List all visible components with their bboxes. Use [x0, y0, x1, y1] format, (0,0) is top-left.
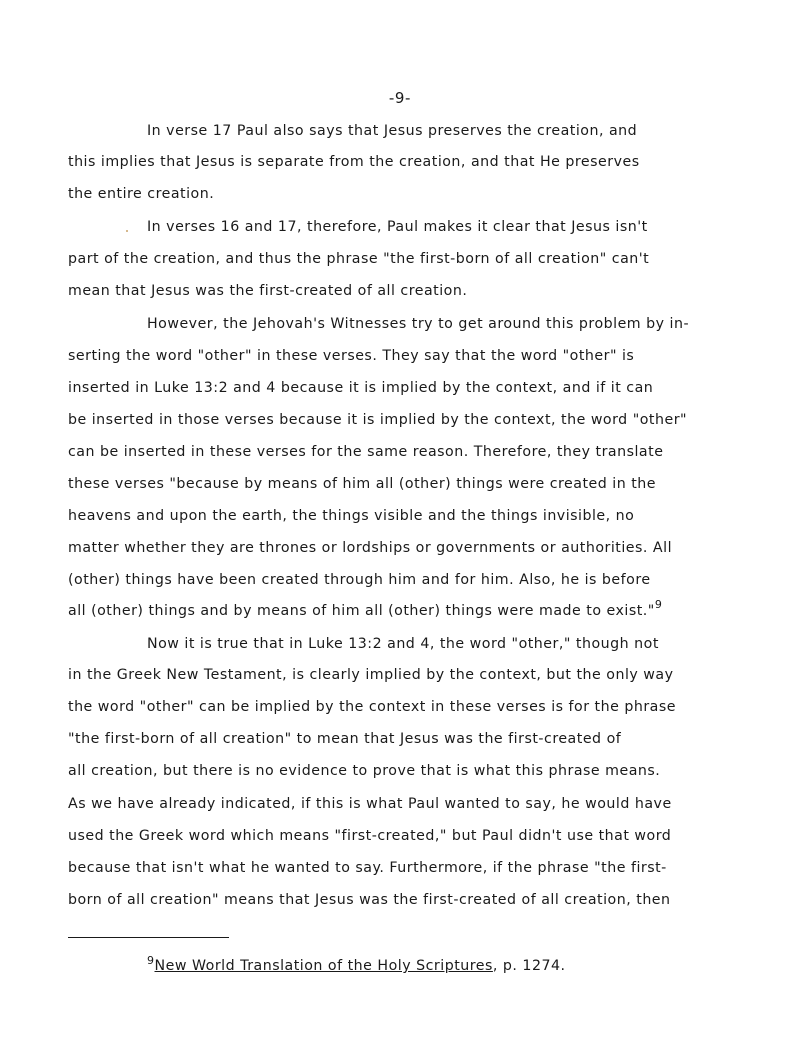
text-line: In verses 16 and 17, therefore, Paul makes it clear that Jesus isn't	[147, 219, 648, 235]
text-line	[68, 598, 663, 621]
text-line: serting the word "other" in these verses. They say that the word "other" is	[68, 348, 635, 364]
text-line: be inserted in those verses because it is implied by the context, the word "other"	[68, 412, 688, 428]
text-line: all creation, but there is no evidence to prove that is what this phrase means.	[68, 763, 661, 779]
scan-speck	[126, 230, 128, 232]
text-line: However, the Jehovah's Witnesses try to get around this problem by in-	[147, 316, 690, 332]
text-line: matter whether they are thrones or lordships or governments or authorities. All	[68, 540, 673, 556]
footnote-mark: 9	[147, 954, 155, 967]
text-line: "the first-born of all creation" to mean that Jesus was the first-created of	[68, 731, 622, 747]
text-line: mean that Jesus was the first-created of all creation.	[68, 283, 468, 299]
text-line: Now it is true that in Luke 13:2 and 4, the word "other," though not	[147, 636, 659, 652]
footnote-title: New World Translation of the Holy Scriptures	[154, 958, 493, 974]
text-line: part of the creation, and thus the phrase "the first-born of all creation" can't	[68, 251, 650, 267]
text-line: (other) things have been created through him and for him. Also, he is before	[68, 572, 651, 588]
page-number: -9-	[388, 89, 412, 107]
text-line: inserted in Luke 13:2 and 4 because it is implied by the context, and if it can	[68, 380, 654, 396]
text-line: born of all creation" means that Jesus was the first-created of all creation, then	[68, 892, 671, 908]
text-line: in the Greek New Testament, is clearly implied by the context, but the only way	[68, 667, 674, 683]
text-line: can be inserted in these verses for the same reason. Therefore, they translate	[68, 444, 664, 460]
text-line: As we have already indicated, if this is what Paul wanted to say, he would have	[68, 796, 672, 812]
text-line: this implies that Jesus is separate from the creation, and that He preserves	[68, 154, 640, 170]
text-line: these verses "because by means of him all (other) things were created in the	[68, 476, 656, 492]
text-line: the entire creation.	[68, 186, 215, 202]
text-line-content: all (other) things and by means of him all (other) things were made to exist."	[68, 603, 655, 619]
footnote	[147, 954, 566, 974]
text-line: heavens and upon the earth, the things visible and the things invisible, no	[68, 508, 635, 524]
text-line: In verse 17 Paul also says that Jesus preserves the creation, and	[147, 123, 638, 139]
text-line: because that isn't what he wanted to say. Furthermore, if the phrase "the first-	[68, 860, 667, 876]
footnote-divider	[68, 937, 229, 938]
footnote-reference: 9	[654, 598, 663, 611]
footnote-citation: , p. 1274.	[492, 958, 566, 974]
text-line: the word "other" can be implied by the context in these verses is for the phrase	[68, 699, 676, 715]
text-line: used the Greek word which means "first-created," but Paul didn't use that word	[68, 828, 672, 844]
